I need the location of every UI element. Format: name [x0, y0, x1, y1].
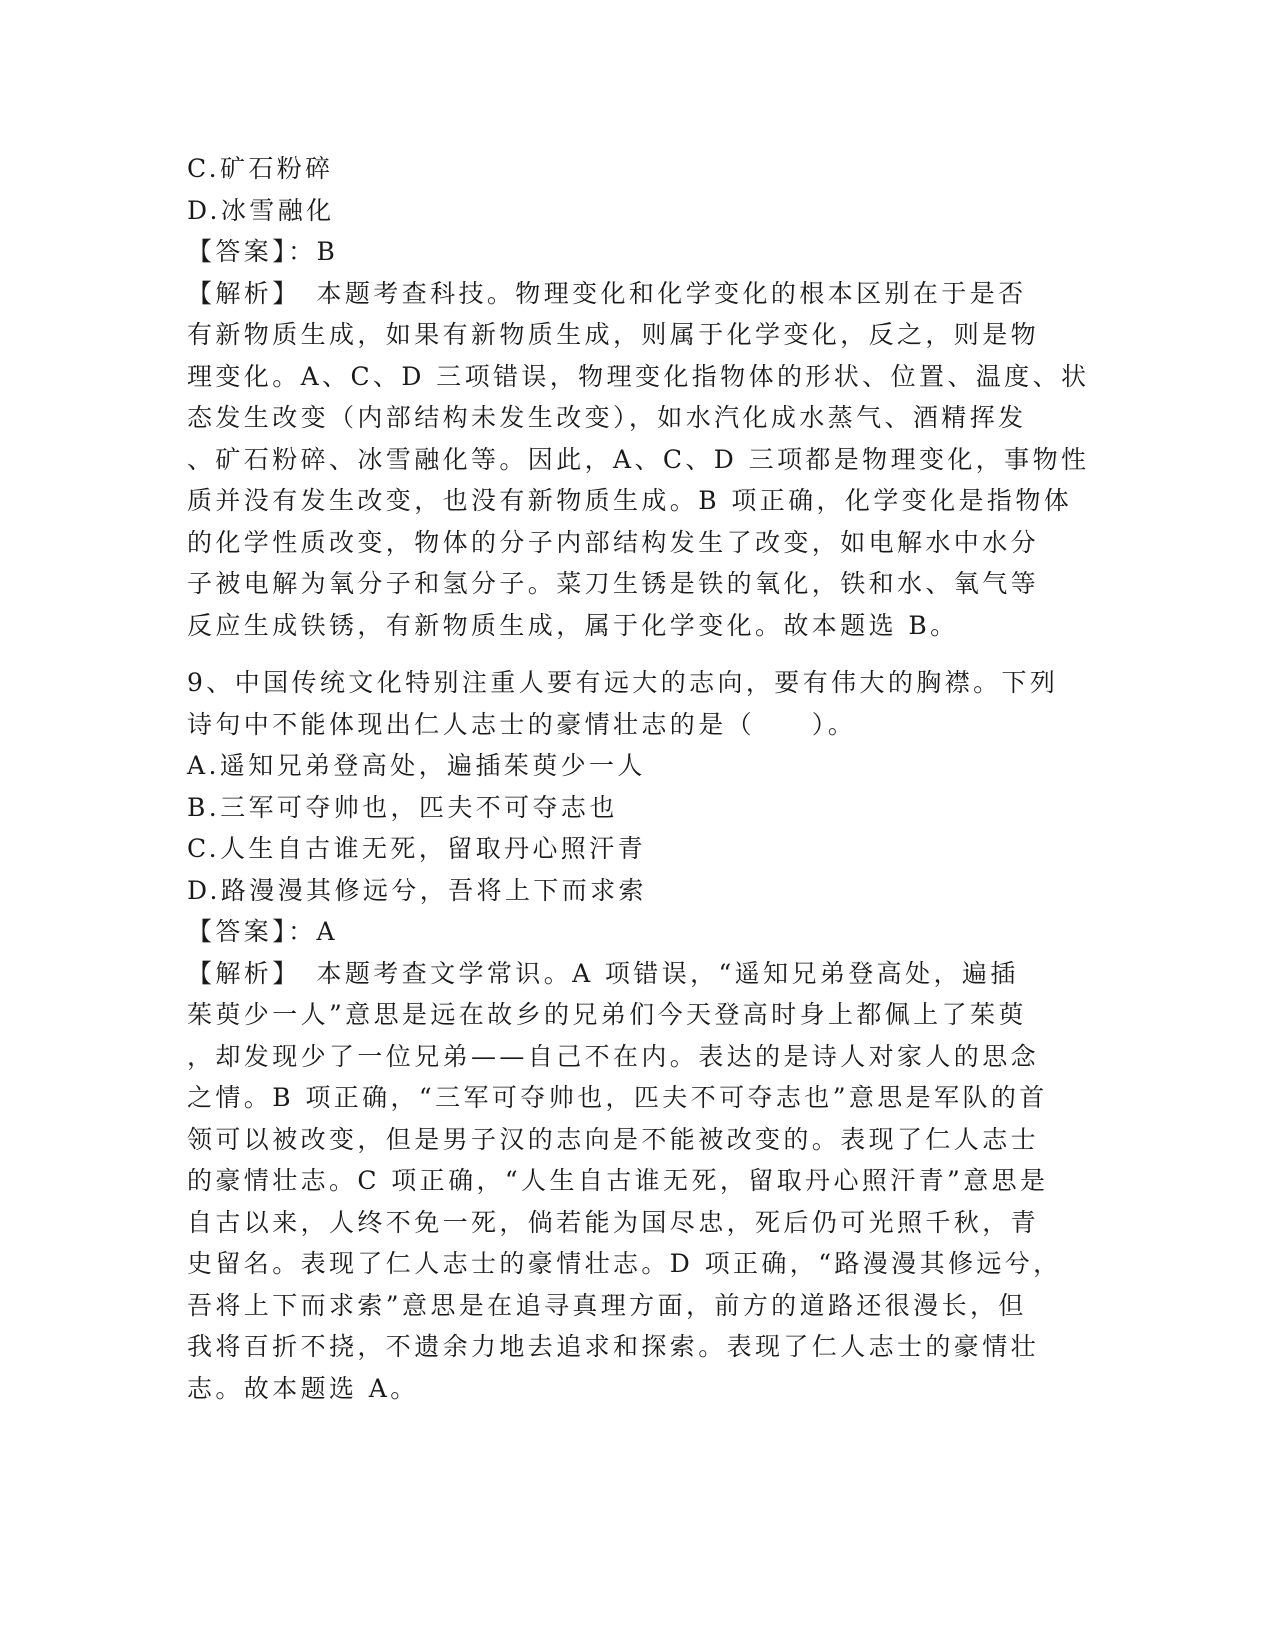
analysis-line: 反应生成铁锈，有新物质生成，属于化学变化。故本题选 B。 [187, 610, 959, 640]
answer-line: 【答案】：B [187, 237, 339, 266]
analysis-line: 理变化。A、C、D 三项错误，物理变化指物体的形状、位置、温度、状 [187, 361, 1090, 391]
analysis-line: 的化学性质改变，物体的分子内部结构发生了改变，如电解水中水分 [187, 527, 1040, 557]
analysis-line: 史留名。表现了仁人志士的豪情壮志。D 项正确，“路漫漫其修远兮， [187, 1249, 1062, 1278]
page-content [187, 148, 1090, 1409]
analysis-line: 质并没有发生改变，也没有新物质生成。B 项正确，化学变化是指物体 [187, 486, 1073, 515]
analysis-paragraph [187, 953, 1087, 1410]
question-8-tail [187, 148, 1090, 646]
option-a: A.遥知兄弟登高处，遍插茱萸少一人 [187, 751, 646, 780]
analysis-line: 【解析】 本题考查文学常识。A 项错误，“遥知兄弟登高处，遍插 [187, 958, 1019, 988]
analysis-line: 的豪情壮志。C 项正确，“人生自古谁无死，留取丹心照汗青”意思是 [187, 1166, 1049, 1195]
analysis-line: 、矿石粉碎、冰雪融化等。因此，A、C、D 三项都是物理变化，事物性 [187, 444, 1090, 474]
option-c: C.矿石粉碎 [187, 154, 334, 183]
analysis-line: 我将百折不挠，不遗余力地去追求和探索。表现了仁人志士的豪情壮 [187, 1332, 1040, 1361]
analysis-line: 志。故本题选 A。 [187, 1373, 419, 1403]
spacer [187, 646, 1087, 662]
option-c: C.人生自古谁无死，留取丹心照汗青 [187, 834, 646, 863]
option-d: D.冰雪融化 [187, 195, 335, 225]
option-d: D.路漫漫其修远兮，吾将上下而求索 [187, 875, 647, 905]
analysis-line: 【解析】 本题考查科技。物理变化和化学变化的根本区别在于是否 [187, 278, 1027, 308]
analysis-line: 茱萸少一人”意思是远在故乡的兄弟们今天登高时身上都佩上了茱萸 [187, 1000, 1027, 1029]
stem-line: 诗句中不能体现出仁人志士的豪情壮志的是（ ）。 [187, 709, 857, 739]
question-stem [187, 662, 1087, 745]
analysis-line: 子被电解为氧分子和氢分子。菜刀生锈是铁的氧化，铁和水、氧气等 [187, 569, 1040, 598]
answer-line: 【答案】：A [187, 917, 338, 946]
analysis-paragraph [187, 273, 1090, 647]
analysis-line: ，却发现少了一位兄弟——自己不在内。表达的是诗人对家人的思念 [187, 1041, 1040, 1071]
analysis-line: 态发生改变（内部结构未发生改变），如水汽化成水蒸气、酒精挥发 [187, 403, 1027, 432]
analysis-line: 吾将上下而求索”意思是在追寻真理方面，前方的道路还很漫长，但 [187, 1290, 1027, 1320]
analysis-line: 自古以来，人终不免一死，倘若能为国尽忠，死后仍可光照千秋，青 [187, 1207, 1040, 1237]
option-b: B.三军可夺帅也，匹夫不可夺志也 [187, 792, 618, 822]
stem-line: 9、中国传统文化特别注重人要有远大的志向，要有伟大的胸襟。下列 [187, 668, 1059, 697]
analysis-line: 有新物质生成，如果有新物质生成，则属于化学变化，反之，则是物 [187, 320, 1040, 349]
analysis-line: 领可以被改变，但是男子汉的志向是不能被改变的。表现了仁人志士 [187, 1124, 1040, 1154]
question-9 [187, 662, 1087, 1409]
analysis-line: 之情。B 项正确，“三军可夺帅也，匹夫不可夺志也”意思是军队的首 [187, 1083, 1048, 1112]
